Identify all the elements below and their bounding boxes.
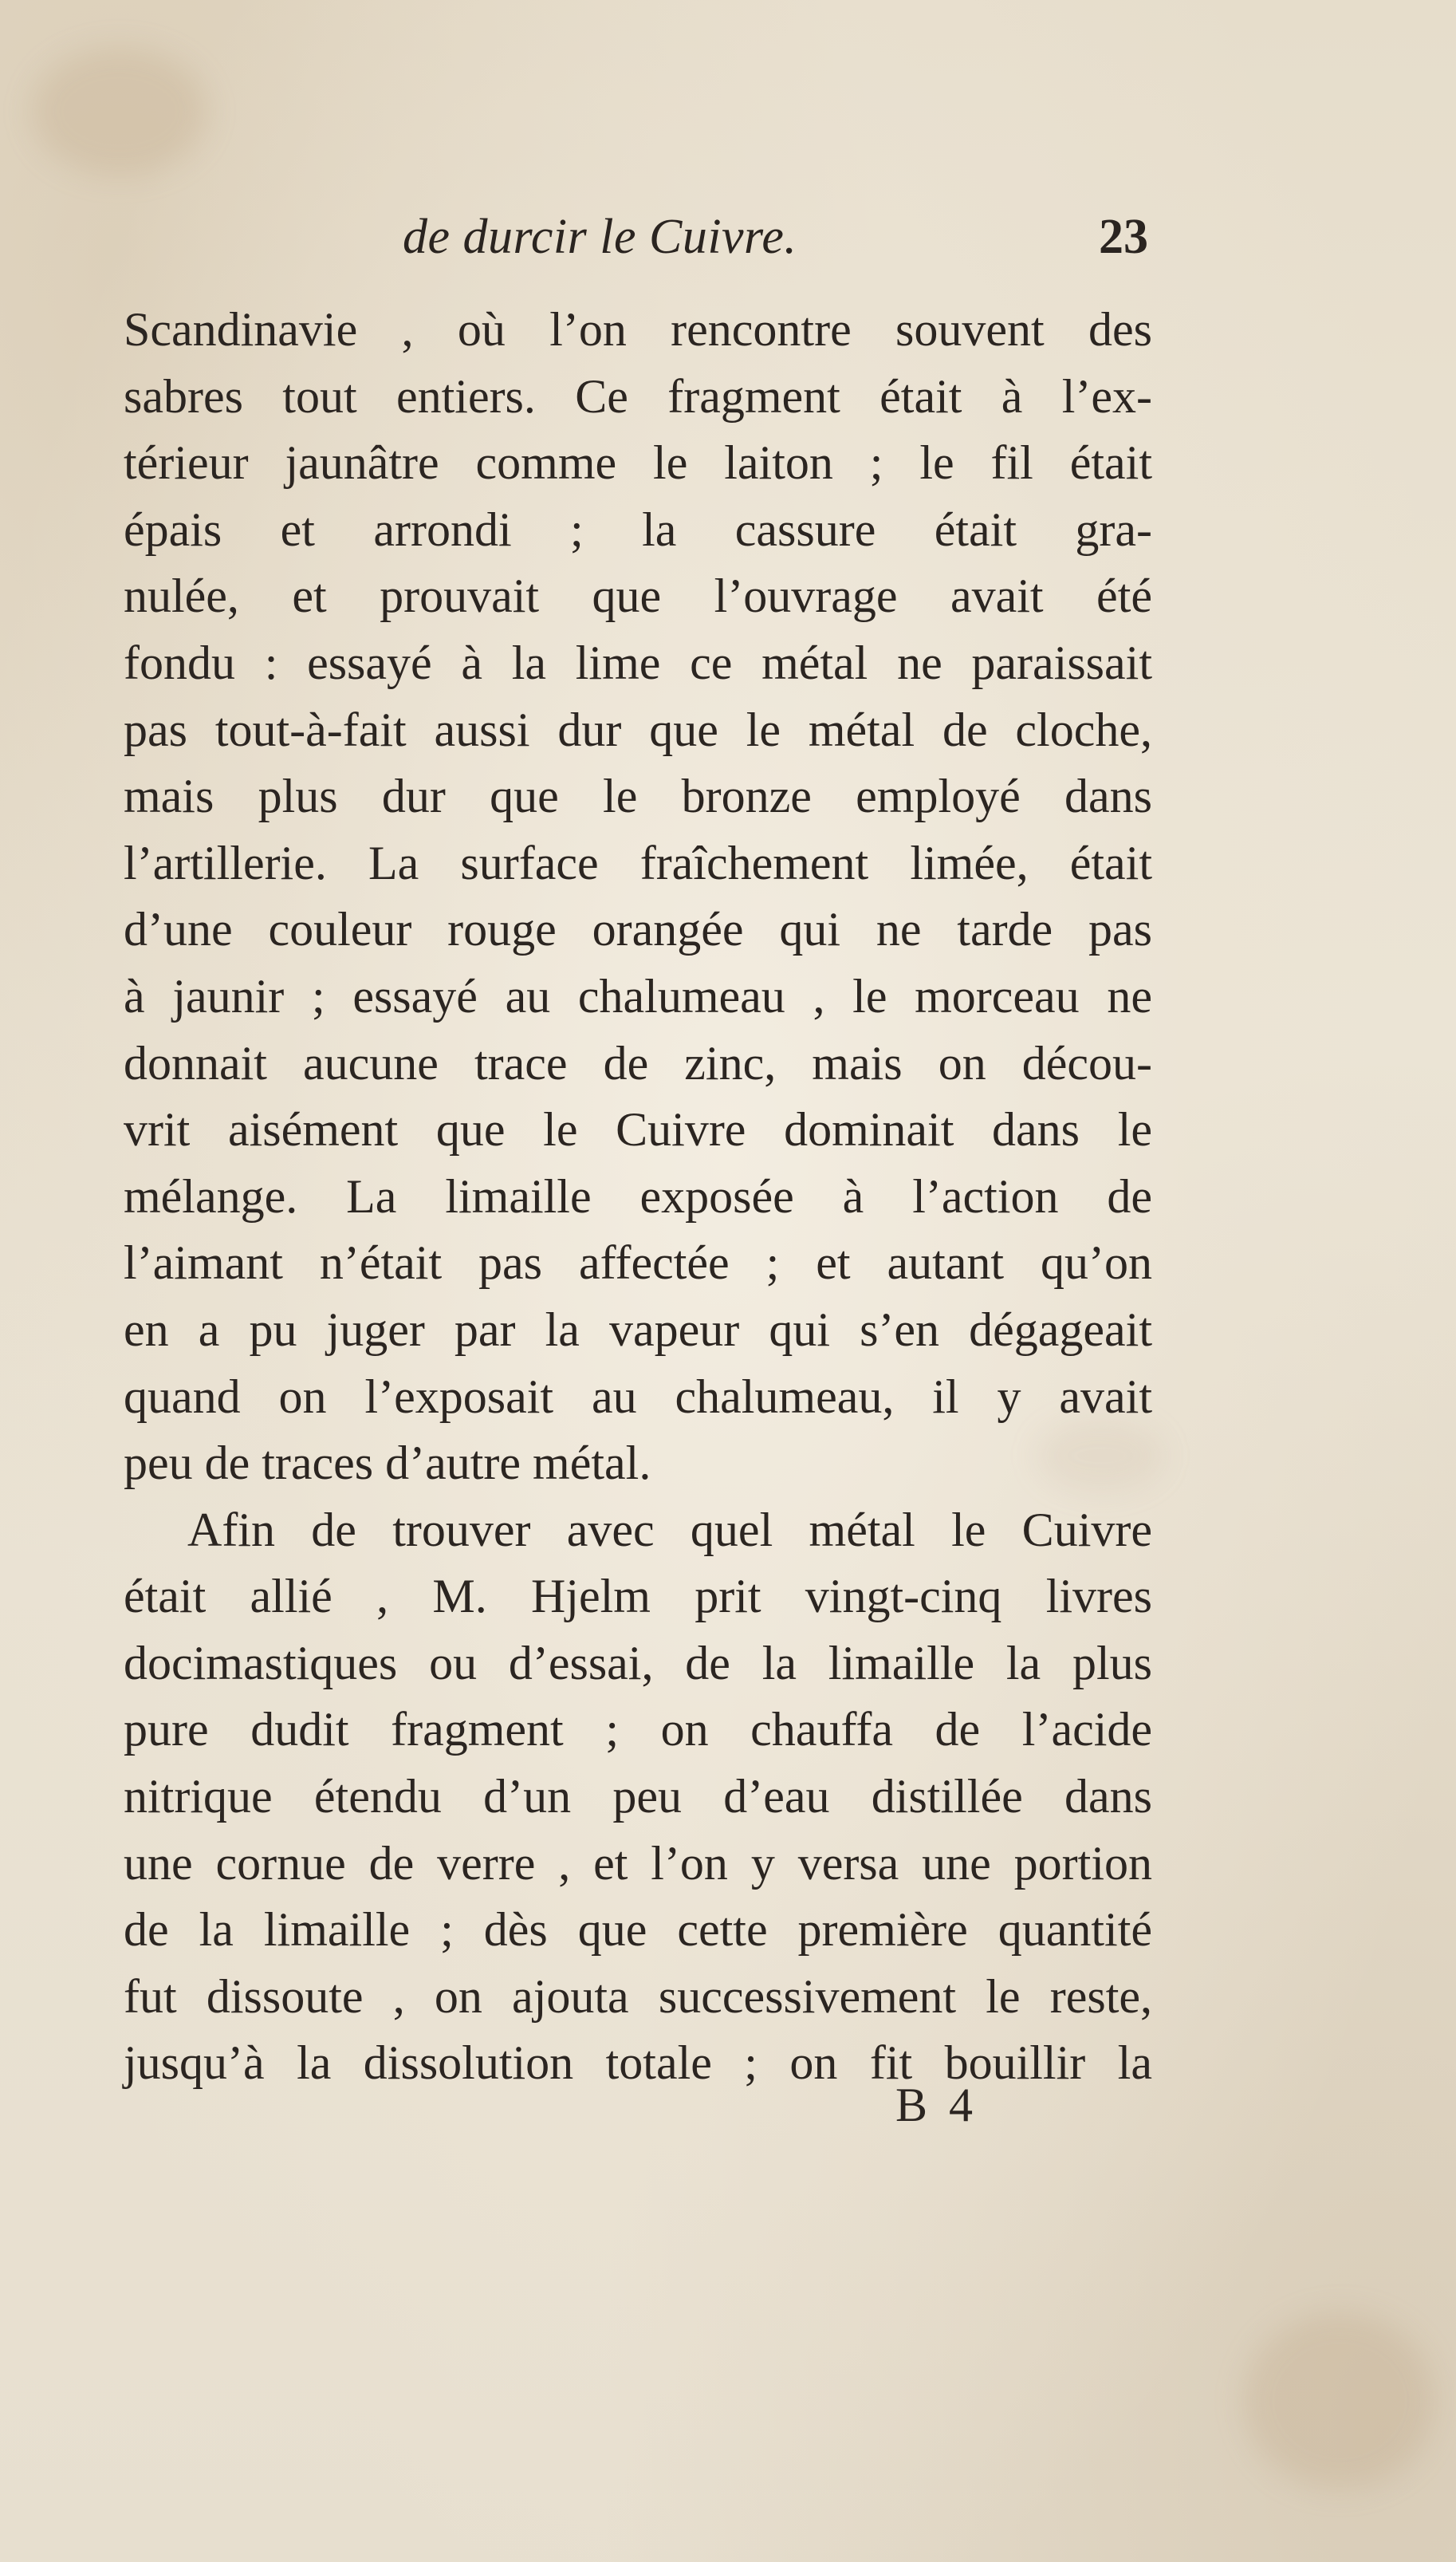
running-title: de durcir le Cuivre. <box>403 210 797 264</box>
text-line: pure dudit fragment ; on chauffa de l’acide <box>124 1703 1152 1756</box>
text-line: épais et arrondi ; la cassure était gra- <box>124 503 1152 556</box>
paragraph-first-line: Afin de trouver avec quel métal le Cuivre <box>187 1503 1152 1556</box>
text-line: quand on l’exposait au chalumeau, il y avait <box>124 1370 1152 1423</box>
text-line: à jaunir ; essayé au chalumeau , le morceau ne <box>124 969 1152 1023</box>
text-line: peu de traces d’autre métal. <box>124 1437 651 1490</box>
text-line: donnait aucune trace de zinc, mais on décou- <box>124 1036 1152 1090</box>
text-line: était allié , M. Hjelm prit vingt-cinq livres <box>124 1570 1152 1623</box>
text-line: l’artillerie. La surface fraîchement limée, était <box>124 836 1152 889</box>
page-number: 23 <box>1099 210 1148 264</box>
text-line: fut dissoute , on ajouta successivement le reste, <box>124 1969 1152 2023</box>
text-line: jusqu’à la dissolution totale ; on fit bouillir la <box>124 2036 1152 2090</box>
body-text <box>124 297 1152 2097</box>
text-line: mélange. La limaille exposée à l’action de <box>124 1169 1152 1223</box>
signature-mark: B 4 <box>895 2079 978 2131</box>
text-line: nulée, et prouvait que l’ouvrage avait été <box>124 570 1152 623</box>
text-line: vrit aisément que le Cuivre dominait dans le <box>124 1103 1152 1157</box>
text-line: en a pu juger par la vapeur qui s’en dégageait <box>124 1303 1152 1356</box>
text-line: mais plus dur que le bronze employé dans <box>124 770 1152 823</box>
text-line: nitrique étendu d’un peu d’eau distillée dans <box>124 1770 1152 1823</box>
text-line: de la limaille ; dès que cette première quantité <box>124 1903 1152 1957</box>
text-line: pas tout-à-fait aussi dur que le métal de cloche, <box>124 703 1152 756</box>
text-line: l’aimant n’était pas affectée ; et autant qu’on <box>124 1236 1152 1290</box>
paper-stain <box>32 48 207 175</box>
text-line: docimastiques ou d’essai, de la limaille la plus <box>124 1636 1152 1689</box>
text-line: térieur jaunâtre comme le laiton ; le fil était <box>124 436 1152 490</box>
text-line: fondu : essayé à la lime ce métal ne paraissait <box>124 636 1152 689</box>
paper-stain <box>1244 2313 1435 2489</box>
text-line: d’une couleur rouge orangée qui ne tarde pas <box>124 903 1152 956</box>
text-line: une cornue de verre , et l’on y versa une portion <box>124 1836 1152 1890</box>
text-line: sabres tout entiers. Ce fragment était à l’ex- <box>124 369 1152 423</box>
running-head <box>120 209 1148 281</box>
text-line: Scandinavie , où l’on rencontre souvent des <box>124 303 1152 356</box>
